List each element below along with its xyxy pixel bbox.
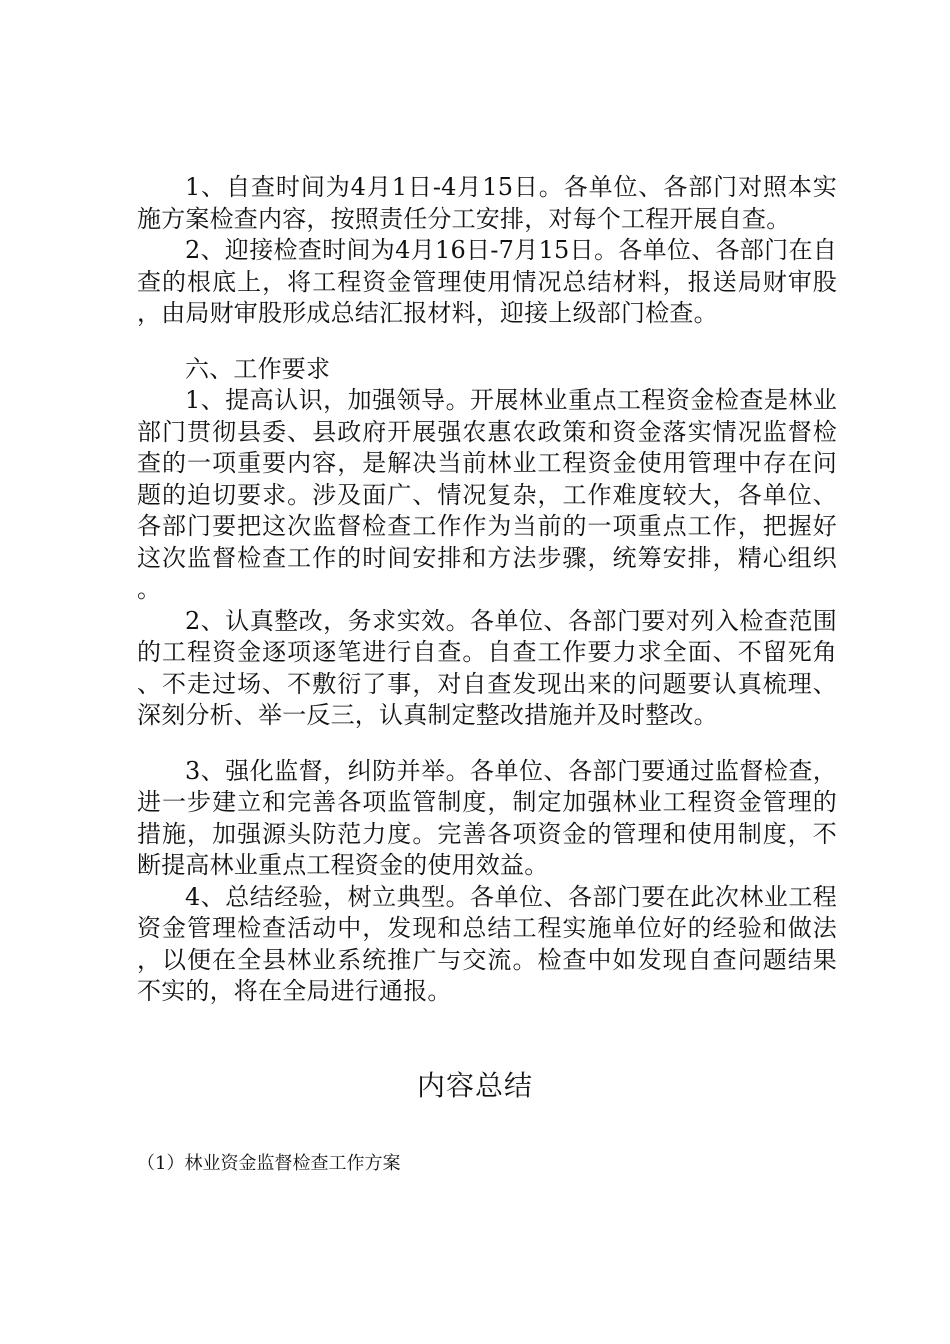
paragraph-gap (137, 330, 837, 354)
paragraph-requirement-4: 4、总结经验，树立典型。各单位、各部门要在此次林业工程资金管理检查活动中，发现和总结工程实施单位好的经验和做法，以便在全县林业系统推广与交流。检查中如发现自查问题结果不实的，将在全局进行通报。 (137, 882, 837, 1005)
summary-item: （1）林业资金监督检查工作方案 (137, 1153, 401, 1174)
paragraph-requirement-2: 2、认真整改，务求实效。各单位、各部门要对列入检查范围的工程资金逐项逐笔进行自查。自查工作要力求全面、不留死角、不走过场、不敷衍了事，对自查发现出来的问题要认真梳理、深刻分析、举一反三，认真制定整改措施并及时整改。 (137, 606, 837, 729)
paragraph-requirement-3: 3、强化监督，纠防并举。各单位、各部门要通过监督检查，进一步建立和完善各项监管制度，制定加强林业工程资金管理的措施，加强源头防范力度。完善各项资金的管理和使用制度，不断提高林业重点工程资金的使用效益。 (137, 756, 837, 879)
summary-title: 内容总结 (416, 1069, 533, 1102)
section-heading: 六、工作要求 (185, 354, 331, 383)
paragraph-gap (137, 732, 837, 756)
paragraph-requirement-1: 1、提高认识，加强领导。开展林业重点工程资金检查是林业部门贯彻县委、县政府开展强农惠农政策和资金落实情况监督检查的一项重要内容，是解决当前林业工程资金使用管理中存在问题的迫切要求。涉及面广、情况复杂，工作难度较大，各单位、各部门要把这次监督检查工作作为当前的一项重点工作，把握好这次监督检查工作的时间安排和方法步骤，统筹安排，精心组织。 (137, 386, 837, 603)
paragraph-self-check-time: 1、自查时间为4月1日-4月15日。各单位、各部门对照本实施方案检查内容，按照责任分工安排，对每个工程开展自查。 (137, 173, 837, 233)
paragraph-inspection-time: 2、迎接检查时间为4月16日-7月15日。各单位、各部门在自查的根底上，将工程资金管理使用情况总结材料，报送局财审股，由局财审股形成总结汇报材料，迎接上级部门检查。 (137, 236, 837, 327)
document-body (137, 172, 837, 1008)
